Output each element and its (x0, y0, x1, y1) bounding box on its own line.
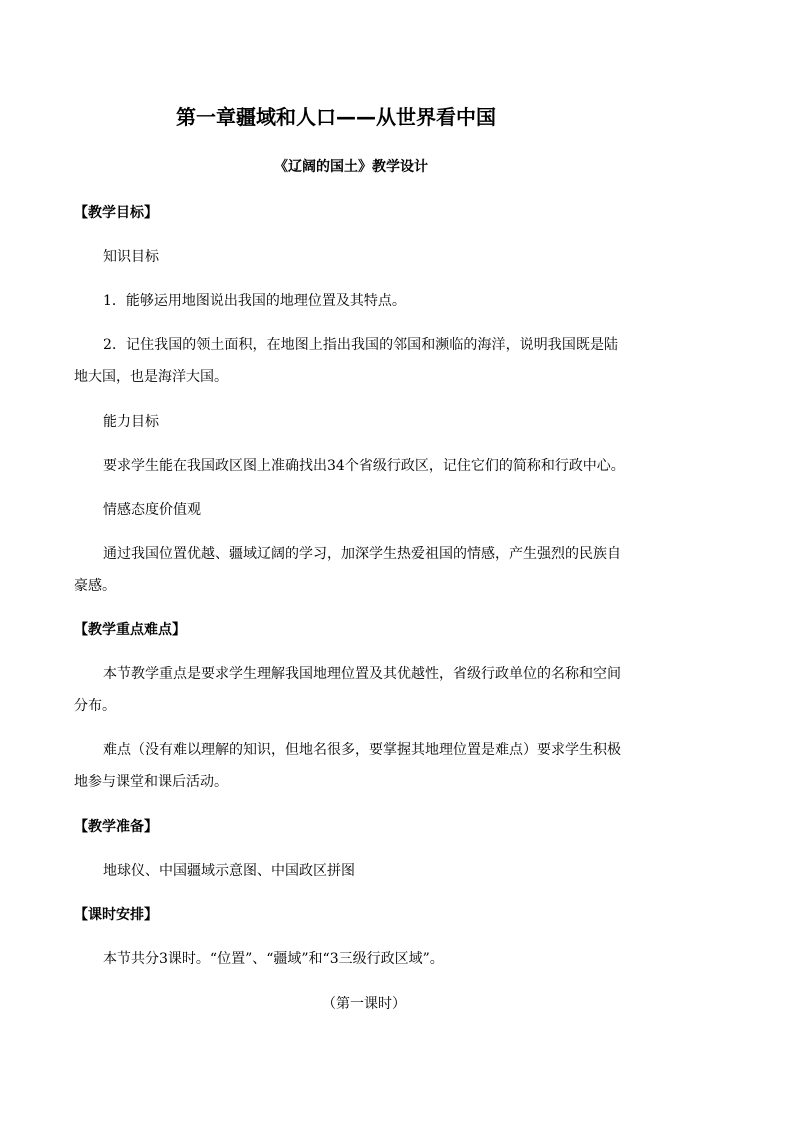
knowledge-item-2-line-1: 2．记住我国的领土面积，在地图上指出我国的邻国和濒临的海洋，说明我国既是陆 (103, 337, 618, 353)
difficulty-line-2: 地参与课堂和课后活动。 (74, 774, 228, 790)
focus-line-2: 分布。 (74, 698, 116, 714)
emotion-objectives-line-2: 豪感。 (74, 578, 116, 594)
knowledge-objectives-label: 知识目标 (103, 249, 159, 265)
focus-line-1: 本节教学重点是要求学生理解我国地理位置及其优越性，省级行政单位的名称和空间 (103, 666, 621, 682)
knowledge-item-1: 1．能够运用地图说出我国的地理位置及其特点。 (103, 293, 406, 309)
preparation-text: 地球仪、中国疆域示意图、中国政区拼图 (103, 863, 355, 879)
schedule-heading: 【课时安排】 (74, 907, 158, 923)
document-title: 第一章疆域和人口——从世界看中国 (176, 105, 496, 129)
ability-objectives-text: 要求学生能在我国政区图上准确找出34个省级行政区，记住它们的简称和行政中心。 (103, 458, 625, 474)
emotion-objectives-line-1: 通过我国位置优越、疆域辽阔的学习，加深学生热爱祖国的情感，产生强烈的民族自 (103, 546, 621, 562)
schedule-text: 本节共分3课时。“位置”、“疆域”和“3三级行政区域”。 (103, 951, 444, 967)
ability-objectives-label: 能力目标 (103, 414, 159, 430)
key-points-heading: 【教学重点难点】 (74, 622, 186, 638)
knowledge-item-2-line-2: 地大国，也是海洋大国。 (74, 369, 228, 385)
difficulty-line-1: 难点（没有难以理解的知识，但地名很多，要掌握其地理位置是难点）要求学生积极 (103, 742, 621, 758)
preparation-heading: 【教学准备】 (74, 819, 158, 835)
objectives-heading: 【教学目标】 (74, 205, 158, 221)
document-subtitle: 《辽阔的国土》教学设计 (274, 159, 428, 175)
emotion-objectives-label: 情感态度价值观 (103, 502, 201, 518)
lesson-label: （第一课时） (322, 996, 406, 1012)
